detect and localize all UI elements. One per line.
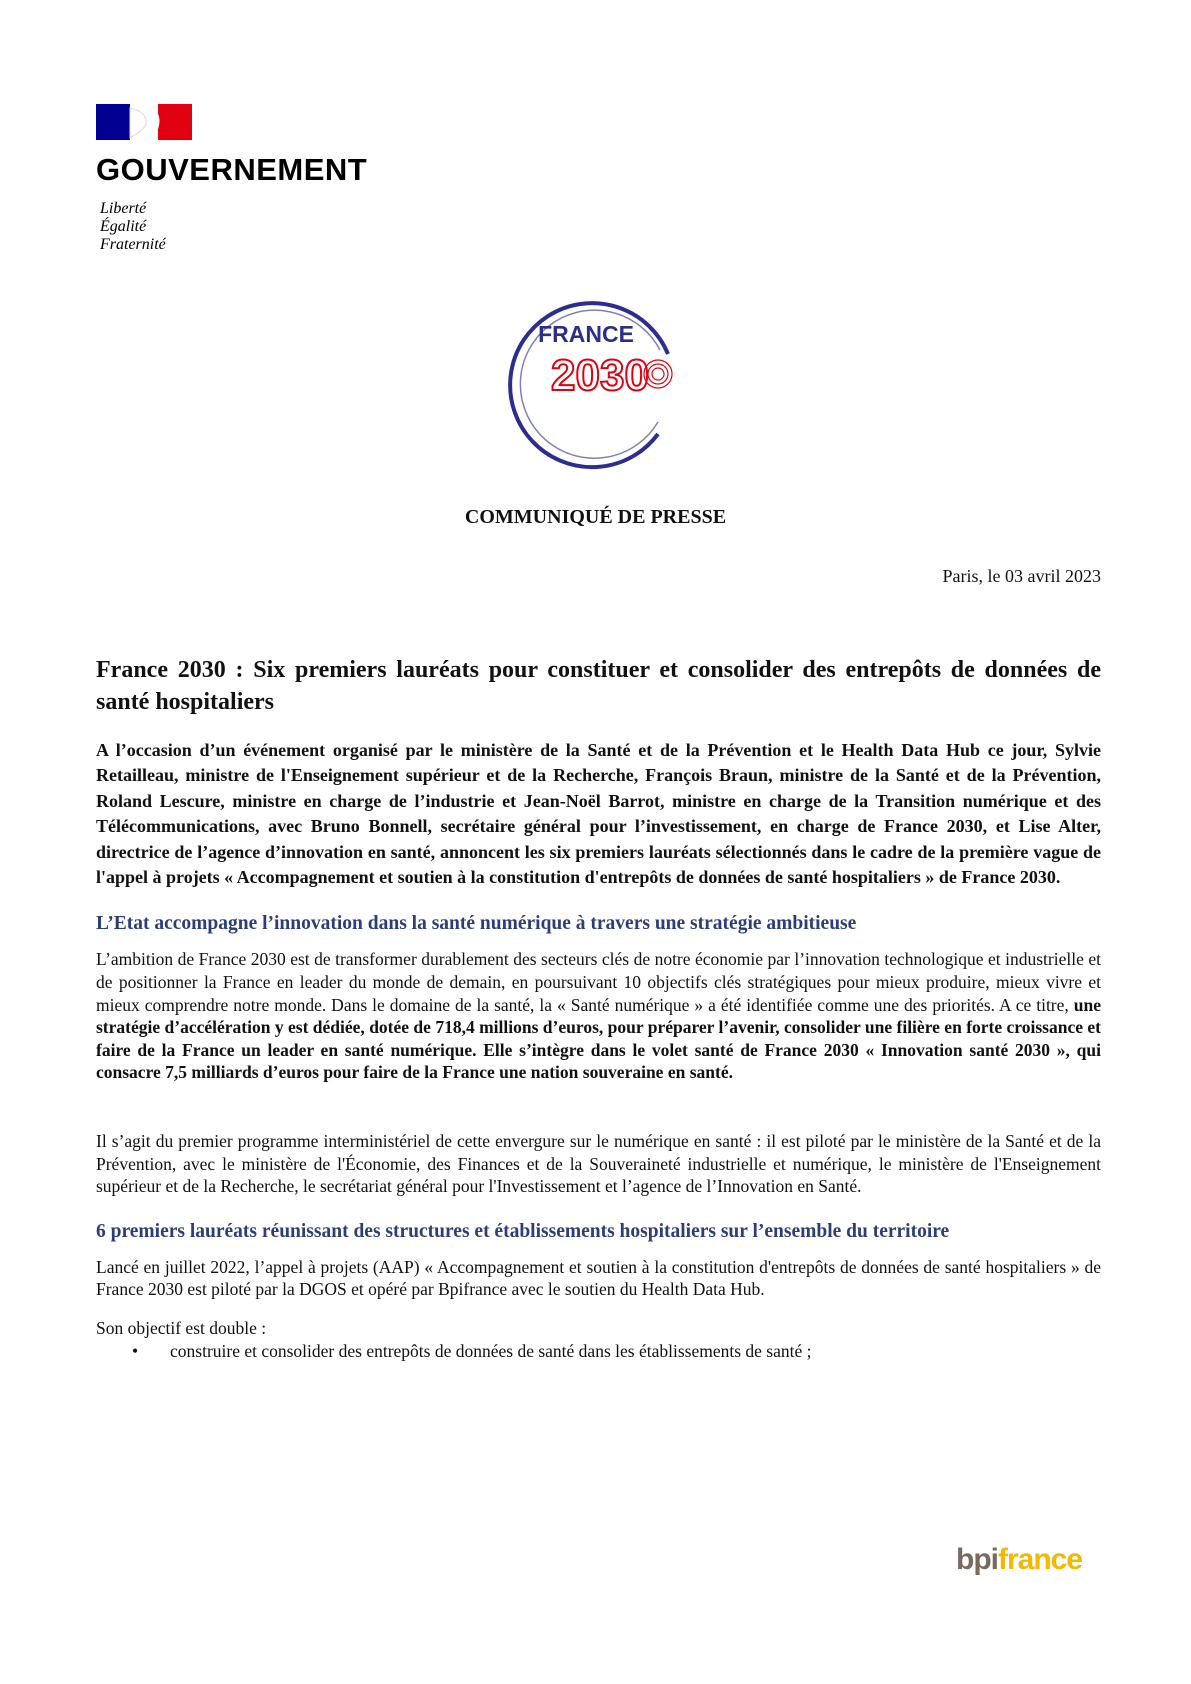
objectives-list [96, 1340, 1101, 1363]
list-item [96, 1340, 1101, 1363]
paragraph: Il s’agit du premier programme interministériel de cette envergure sur le numérique en santé : il est piloté par le ministère de la Santé et de la Prévention, avec le ministère de l'Économie, des Finances et de la Souveraineté industrielle et numérique, le ministère de l'Enseignement supérieur et de la Recherche, le secrétariat général pour l'Investissement et l’agence de l’Innovation en Santé. [96, 1131, 1101, 1197]
section-heading: 6 premiers lauréats réunissant des structures et établissements hospitaliers sur l’ensemble du territoire [96, 1220, 950, 1242]
paragraph: Lancé en juillet 2022, l’appel à projets (AAP) « Accompagnement et soutien à la constitution d'entrepôts de données de santé hospitaliers » de France 2030 est piloté par la DGOS et opéré par Bpifrance avec le soutien du Health Data Hub. [96, 1256, 1101, 1300]
list-item-text: construire et consolider des entrepôts de données de santé dans les établissements de santé ; [170, 1340, 812, 1361]
bpi-logo-part: france [998, 1543, 1083, 1576]
france-2030-logo [508, 294, 684, 470]
motto-line: Égalité [100, 218, 147, 235]
logo-swirl-icon [644, 360, 672, 388]
bullet-icon: • [132, 1340, 139, 1361]
bpifrance-logo [956, 1543, 1082, 1577]
section-heading: L’Etat accompagne l’innovation dans la santé numérique à travers une stratégie ambitieuse [96, 913, 857, 935]
document-title: France 2030 : Six premiers lauréats pour constituer et consolider des entrepôts de données de santé hospitaliers [96, 657, 1101, 715]
motto [100, 200, 166, 254]
paragraph [96, 948, 1101, 1084]
logo-bottom-text: 2030 [551, 351, 649, 400]
government-name: GOUVERNEMENT [96, 152, 368, 187]
bpi-logo-part: bpi [956, 1543, 998, 1576]
lead-paragraph: A l’occasion d’un événement organisé par le ministère de la Santé et de la Prévention et le Health Data Hub ce jour, Sylvie Retailleau, ministre de l'Enseignement supérieur et de la Recherche, François Braun, ministre de la Santé et de la Prévention, Roland Lescure, ministre en charge de l’industrie et Jean-Noël Barrot, ministre en charge de la Transition numérique et des Télécommunications, avec Bruno Bonnell, secrétaire général pour l’investissement, en charge de France 2030, et Lise Alter, directrice de l’agence d’innovation en santé, annoncent les six premiers lauréats sélectionnés dans le cadre de la première vague de l'appel à projets « Accompagnement et soutien à la constitution d'entrepôts de données de santé hospitaliers » de France 2030. [96, 740, 1101, 888]
marianne-flag-icon [96, 104, 192, 140]
document-body [96, 654, 1101, 1363]
paragraph-text: L’ambition de France 2030 est de transformer durablement des secteurs clés de notre économie par l’innovation technologique et industrielle et de positionner la France en leader du monde de demain, en poursuivant 10 objectifs clés stratégiques pour mieux produire, mieux vivre et mieux comprendre notre monde. Dans le domaine de la santé, la « Santé numérique » a été identifiée comme une des priorités. A ce titre, [96, 949, 1101, 1015]
paragraph-bold-text: une stratégie d’accélération y est dédiée, dotée de 718,4 millions d’euros, pour préparer l’avenir, consolider une filière en forte croissance et faire de la France un leader en santé numérique. Elle s’intègre dans le volet santé de France 2030 « Innovation santé 2030 », qui consacre 7,5 milliards d’euros pour faire de la France une nation souveraine en santé. [96, 994, 1101, 1083]
motto-line: Liberté [100, 200, 147, 217]
motto-line: Fraternité [100, 236, 166, 253]
paragraph: Son objectif est double : [96, 1317, 267, 1338]
dateline: Paris, le 03 avril 2023 [942, 566, 1101, 586]
logo-top-text: FRANCE [538, 321, 634, 347]
press-release-label: COMMUNIQUÉ DE PRESSE [464, 506, 727, 528]
